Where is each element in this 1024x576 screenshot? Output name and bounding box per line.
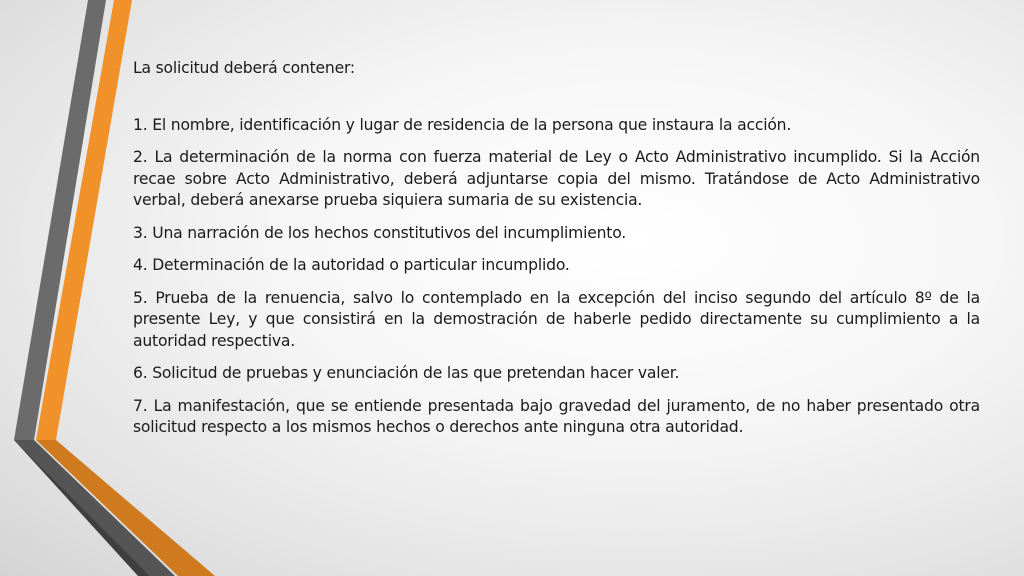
list-item-7: 7. La manifestación, que se entiende presentada bajo gravedad del juramento, de no haber presentado otra solicitud respecto a los mismos hechos o derechos ante ninguna otra autoridad. — [133, 396, 980, 436]
list-item-1: 1. El nombre, identificación y lugar de residencia de la persona que instaura la acción. — [133, 115, 792, 134]
slide-intro: La solicitud deberá contener: — [133, 59, 355, 77]
list-item-2: 2. La determinación de la norma con fuerza material de Ley o Acto Administrativo incumplido. Si la Acción recae sobre Acto Administrativo, deberá adjuntarse copia del mismo. Tratándose de Acto Administrativo verbal, deberá anexarse prueba siquiera sumaria de su existencia. — [133, 148, 980, 209]
list-item-6: 6. Solicitud de pruebas y enunciación de las que pretendan hacer valer. — [133, 364, 680, 382]
gray-stripe-lower — [14, 440, 175, 576]
list-item-5: 5. Prueba de la renuencia, salvo lo contemplado en la excepción del inciso segundo del artículo 8º de la presente Ley, y que consistirá en la demostración de haberle pedido directamente su cumplimiento a la autoridad respectiva. — [133, 288, 980, 350]
list-item-4: 4. Determinación de la autoridad o particular incumplido. — [133, 256, 570, 274]
list-item-3: 3. Una narración de los hechos constitutivos del incumplimiento. — [133, 223, 627, 242]
slide-text-body — [133, 58, 980, 450]
